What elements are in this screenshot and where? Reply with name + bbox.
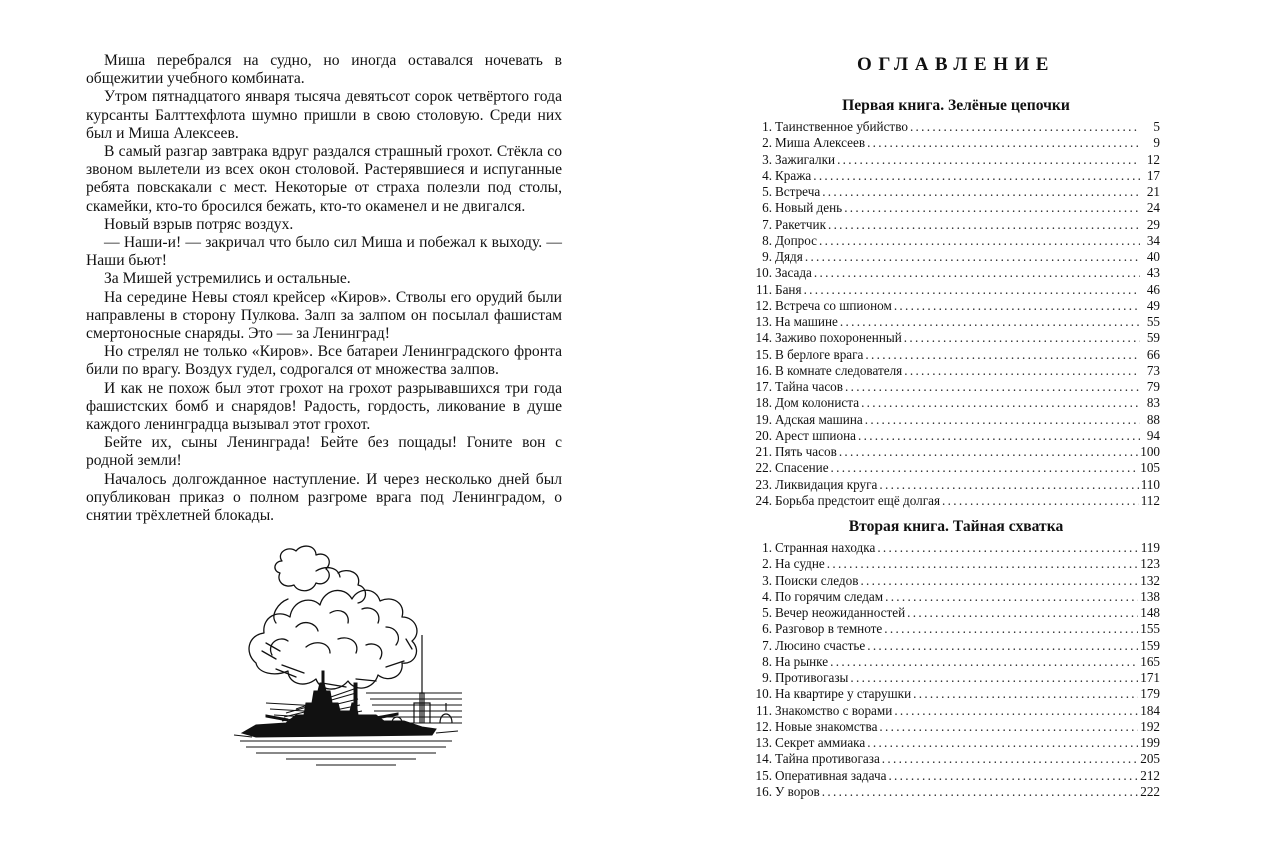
toc-entry-number: 8. <box>762 232 772 248</box>
toc-entry-page: 59 <box>1146 330 1160 346</box>
toc-entry-title: Таинственное убийство <box>775 119 908 134</box>
toc-entry-page: 155 <box>1140 621 1160 637</box>
toc-entry-page: 205 <box>1140 751 1160 767</box>
toc-dot-leader <box>861 395 1140 411</box>
toc-entry <box>752 184 1160 200</box>
toc-dot-leader <box>819 233 1140 249</box>
toc-entry-number: 14. <box>755 330 772 346</box>
toc-entry-page: 112 <box>1140 492 1160 508</box>
toc-entry-number: 18. <box>755 395 772 411</box>
toc-dot-leader <box>860 573 1138 589</box>
toc-entry-page: 171 <box>1140 670 1160 685</box>
toc-dot-leader <box>867 638 1138 654</box>
toc-entry-title: На квартире у старушки <box>775 686 912 702</box>
toc-entry <box>752 768 1160 784</box>
toc-entry-number: 1. <box>762 540 772 555</box>
toc-entry-number: 20. <box>755 427 772 443</box>
toc-entry <box>752 605 1160 621</box>
toc-entry-page: 24 <box>1146 200 1160 216</box>
toc-dot-leader <box>804 282 1140 298</box>
toc-entry <box>752 670 1160 686</box>
toc-entry-title: Тайна противогаза <box>775 751 880 767</box>
toc-entry-title: Пять часов <box>775 444 837 459</box>
toc-entry-title: Допрос <box>775 232 818 248</box>
toc-dot-leader <box>837 152 1140 168</box>
paragraph: И как не похож был этот грохот на грохот разрывавшихся три года фашистских бомб и снарядов! Радость, гордость, ликование в душе каждого ленинградца вызывал этот грохот. <box>86 379 562 434</box>
toc-entry-page: 110 <box>1140 476 1160 492</box>
toc-entry-title: Вечер неожиданностей <box>775 605 906 620</box>
paragraph: Утром пятнадцатого января тысяча девятьсот сорок четвёртого года курсанты Балттехфлота шумно пришли в свою столовую. Среди них был и Миша Алексеев. <box>86 88 562 142</box>
toc-entry-page: 40 <box>1146 249 1160 264</box>
toc-entry <box>752 168 1160 184</box>
toc-entry-number: 16. <box>755 362 772 378</box>
toc-entry-page: 179 <box>1140 686 1160 702</box>
toc-entry-number: 17. <box>755 379 772 394</box>
toc-dot-leader <box>877 540 1138 556</box>
toc-entry-title: Тайна часов <box>775 379 844 394</box>
toc-entry-number: 12. <box>755 718 772 734</box>
toc-entry-title: Баня <box>775 281 802 297</box>
paragraph: Началось долгожданное наступление. И через несколько дней был опубликован приказ о полном разгроме врага под Ленинградом, о снятии трёхлетней блокады. <box>86 470 562 525</box>
paragraph: — Наши-и! — закричал что было сил Миша и побежал к выходу. — Наши бьют! <box>86 234 562 270</box>
toc-entry-page: 165 <box>1140 653 1160 669</box>
paragraph: За Мишей устремились и остальные. <box>104 270 351 288</box>
toc-dot-leader <box>822 184 1140 200</box>
toc-entry-title: Заживо похороненный <box>775 330 902 346</box>
toc-entry <box>752 477 1160 493</box>
toc-entry-page: 34 <box>1146 232 1160 248</box>
toc-entry-title: У воров <box>775 783 820 799</box>
toc-entry-page: 148 <box>1140 605 1160 620</box>
toc-entry-title: Арест шпиона <box>775 427 856 443</box>
toc-entry-number: 15. <box>755 767 772 783</box>
toc-dot-leader <box>840 314 1140 330</box>
toc-entry-page: 5 <box>1153 119 1160 134</box>
toc-entry-title: Поиски следов <box>775 572 859 588</box>
toc-entry <box>752 428 1160 444</box>
toc-entry-number: 3. <box>762 572 772 588</box>
toc-entry-number: 10. <box>755 265 772 281</box>
toc-entry-number: 4. <box>762 588 772 604</box>
toc-entry-number: 15. <box>755 346 772 362</box>
book2-toc-list <box>752 540 1160 800</box>
toc-dot-leader <box>867 735 1138 751</box>
toc-entry <box>752 298 1160 314</box>
toc-entry-number: 13. <box>755 735 772 750</box>
toc-entry-number: 2. <box>762 556 772 572</box>
toc-dot-leader <box>894 703 1138 719</box>
toc-dot-leader <box>827 556 1138 572</box>
toc-entry-title: Кража <box>775 167 812 183</box>
toc-entry <box>752 751 1160 767</box>
toc-entry <box>752 282 1160 298</box>
toc-dot-leader <box>822 784 1138 800</box>
toc-dot-leader <box>942 493 1139 509</box>
toc-dot-leader <box>882 751 1138 767</box>
toc-entry <box>752 784 1160 800</box>
paragraph: На середине Невы стоял крейсер «Киров». Стволы его орудий были направлены в сторону Пулкова. Залп за залпом он посылал фашистам смертоносные снаряды. Это — за Ленинград! <box>86 288 562 343</box>
toc-dot-leader <box>910 119 1140 135</box>
toc-entry-page: 55 <box>1146 314 1160 329</box>
toc-dot-leader <box>814 265 1140 281</box>
toc-entry-number: 23. <box>755 476 772 492</box>
toc-entry <box>752 249 1160 265</box>
toc-entry-page: 132 <box>1140 572 1160 588</box>
toc-entry-title: Новый день <box>775 200 843 216</box>
toc-entry-number: 6. <box>762 200 772 216</box>
toc-dot-leader <box>894 298 1140 314</box>
toc-entry-title: Оперативная задача <box>775 767 887 783</box>
toc-title: ОГЛАВЛЕНИЕ <box>857 54 1055 75</box>
toc-entry <box>752 412 1160 428</box>
toc-entry <box>752 152 1160 168</box>
toc-entry-title: Адская машина <box>775 411 863 427</box>
toc-dot-leader <box>845 379 1140 395</box>
toc-entry-number: 7. <box>762 637 772 653</box>
toc-entry-number: 10. <box>755 686 772 702</box>
toc-entry <box>752 200 1160 216</box>
toc-entry-page: 222 <box>1140 783 1160 799</box>
toc-entry-page: 212 <box>1140 767 1160 783</box>
toc-entry <box>752 363 1160 379</box>
toc-dot-leader <box>904 363 1140 379</box>
toc-dot-leader <box>850 670 1138 686</box>
paragraph: Бейте их, сыны Ленинграда! Бейте без пощады! Гоните вон с родной земли! <box>86 434 562 470</box>
toc-dot-leader <box>904 330 1140 346</box>
toc-entry <box>752 119 1160 135</box>
toc-entry-number: 22. <box>755 460 772 476</box>
toc-entry-page: 88 <box>1146 411 1160 427</box>
toc-entry-title: Встреча <box>775 184 821 199</box>
toc-entry-number: 12. <box>755 297 772 313</box>
toc-entry <box>752 347 1160 363</box>
toc-entry-number: 11. <box>756 702 772 718</box>
toc-entry-number: 3. <box>762 151 772 167</box>
toc-entry-title: Миша Алексеев <box>775 135 866 151</box>
toc-entry-number: 9. <box>762 670 772 685</box>
toc-entry-number: 5. <box>762 184 772 199</box>
paragraph: В самый разгар завтрака вдруг раздался страшный грохот. Стёкла со звоном вылетели из всех окон столовой. Растерявшиеся и испуганные ребята повскакали с мест. Некоторые от страха полезли под столы, скамейки, кто-то бросился бежать, кто-то окаменел и не двигался. <box>86 143 562 215</box>
toc-dot-leader <box>831 460 1139 476</box>
toc-dot-leader <box>888 768 1138 784</box>
toc-entry <box>752 493 1160 509</box>
toc-entry-number: 11. <box>756 281 772 297</box>
toc-entry <box>752 686 1160 702</box>
toc-entry-number: 21. <box>755 444 772 459</box>
paragraph: Миша перебрался на судно, но иногда оставался ночевать в общежитии учебного комбината. <box>86 52 562 88</box>
toc-entry-title: Ликвидация круга <box>775 476 878 492</box>
toc-entry <box>752 135 1160 151</box>
toc-dot-leader <box>805 249 1140 265</box>
toc-entry <box>752 314 1160 330</box>
toc-entry-number: 1. <box>762 119 772 134</box>
toc-entry-number: 9. <box>762 249 772 264</box>
paragraph: Новый взрыв потряс воздух. <box>104 215 294 233</box>
toc-entry-title: Странная находка <box>775 540 876 555</box>
toc-entry-page: 29 <box>1146 216 1160 232</box>
toc-entry-page: 184 <box>1140 702 1160 718</box>
toc-entry-title: Дом колониста <box>775 395 860 411</box>
toc-entry-title: Засада <box>775 265 812 281</box>
toc-entry <box>752 395 1160 411</box>
toc-entry-title: Ракетчик <box>775 216 826 232</box>
toc-entry-number: 7. <box>762 216 772 232</box>
toc-entry-page: 119 <box>1140 540 1160 555</box>
toc-entry <box>752 379 1160 395</box>
toc-entry <box>752 621 1160 637</box>
toc-entry-title: На машине <box>775 314 838 329</box>
toc-entry-page: 192 <box>1140 718 1160 734</box>
toc-entry-number: 2. <box>762 135 772 151</box>
toc-entry-number: 6. <box>762 621 772 637</box>
toc-entry-page: 79 <box>1146 379 1160 394</box>
toc-dot-leader <box>865 412 1140 428</box>
toc-entry-number: 19. <box>755 411 772 427</box>
toc-entry <box>752 556 1160 572</box>
toc-entry-page: 138 <box>1140 588 1160 604</box>
toc-entry-number: 5. <box>762 605 772 620</box>
toc-entry <box>752 703 1160 719</box>
toc-entry-number: 24. <box>755 492 772 508</box>
left-page-text <box>86 52 562 525</box>
toc-entry-title: По горячим следам <box>775 588 884 604</box>
toc-entry-title: Борьба предстоит ещё долгая <box>775 492 941 508</box>
book2-heading: Вторая книга. Тайная схватка <box>848 518 1064 535</box>
toc-entry <box>752 217 1160 233</box>
toc-entry <box>752 233 1160 249</box>
toc-dot-leader <box>844 200 1140 216</box>
toc-entry-page: 21 <box>1146 184 1160 199</box>
toc-dot-leader <box>867 135 1140 151</box>
toc-dot-leader <box>828 217 1140 233</box>
toc-entry-title: Разговор в темноте <box>775 621 883 637</box>
toc-entry-number: 8. <box>762 653 772 669</box>
toc-dot-leader <box>813 168 1140 184</box>
toc-entry-number: 4. <box>762 167 772 183</box>
paragraph: Но стрелял не только «Киров». Все батареи Ленинградского фронта били по врагу. Воздух гудел, содрогался от множества залпов. <box>86 343 562 379</box>
cruiser-illustration <box>226 543 466 788</box>
toc-entry-page: 73 <box>1146 362 1160 378</box>
toc-entry <box>752 460 1160 476</box>
toc-entry-title: Люсино счастье <box>775 637 866 653</box>
toc-entry-title: Знакомство с ворами <box>775 702 893 718</box>
toc-entry-page: 43 <box>1146 265 1160 281</box>
toc-entry-title: В комнате следователя <box>775 362 903 378</box>
toc-entry-page: 100 <box>1140 444 1160 459</box>
toc-entry-title: Противогазы <box>775 670 849 685</box>
toc-entry-title: На рынке <box>775 653 829 669</box>
toc-entry-page: 159 <box>1140 637 1160 653</box>
toc-entry <box>752 540 1160 556</box>
toc-entry-page: 49 <box>1146 297 1160 313</box>
toc-dot-leader <box>879 477 1138 493</box>
toc-entry <box>752 735 1160 751</box>
toc-entry <box>752 638 1160 654</box>
toc-entry-number: 13. <box>755 314 772 329</box>
toc-entry-page: 199 <box>1140 735 1160 750</box>
book1-heading: Первая книга. Зелёные цепочки <box>842 97 1070 114</box>
toc-entry <box>752 719 1160 735</box>
toc-dot-leader <box>907 605 1138 621</box>
toc-dot-leader <box>884 621 1138 637</box>
book1-toc-list <box>752 119 1160 509</box>
toc-entry-number: 14. <box>755 751 772 767</box>
toc-dot-leader <box>865 347 1140 363</box>
toc-entry-title: Зажигалки <box>775 151 836 167</box>
toc-dot-leader <box>879 719 1138 735</box>
toc-dot-leader <box>913 686 1138 702</box>
toc-entry-page: 94 <box>1146 427 1160 443</box>
toc-entry <box>752 589 1160 605</box>
toc-dot-leader <box>885 589 1138 605</box>
toc-entry-title: Дядя <box>775 249 803 264</box>
toc-entry-page: 12 <box>1146 151 1160 167</box>
toc-entry <box>752 444 1160 460</box>
toc-entry-page: 105 <box>1140 460 1160 476</box>
toc-entry-title: Секрет аммиака <box>775 735 866 750</box>
toc-entry <box>752 573 1160 589</box>
toc-entry-title: Спасение <box>775 460 829 476</box>
toc-entry-title: На судне <box>775 556 825 572</box>
toc-entry-page: 17 <box>1146 167 1160 183</box>
toc-entry-title: Встреча со шпионом <box>775 297 892 313</box>
toc-entry-page: 66 <box>1146 346 1160 362</box>
toc-entry <box>752 265 1160 281</box>
toc-dot-leader <box>858 428 1140 444</box>
toc-entry-page: 9 <box>1153 135 1160 151</box>
toc-entry <box>752 330 1160 346</box>
table-of-contents <box>752 50 1160 800</box>
toc-entry-page: 83 <box>1146 395 1160 411</box>
toc-entry <box>752 654 1160 670</box>
toc-entry-title: В берлоге врага <box>775 346 864 362</box>
toc-entry-number: 16. <box>755 783 772 799</box>
toc-entry-page: 46 <box>1146 281 1160 297</box>
toc-entry-page: 123 <box>1140 556 1160 572</box>
toc-entry-title: Новые знакомства <box>775 718 878 734</box>
toc-dot-leader <box>839 444 1138 460</box>
toc-dot-leader <box>830 654 1138 670</box>
